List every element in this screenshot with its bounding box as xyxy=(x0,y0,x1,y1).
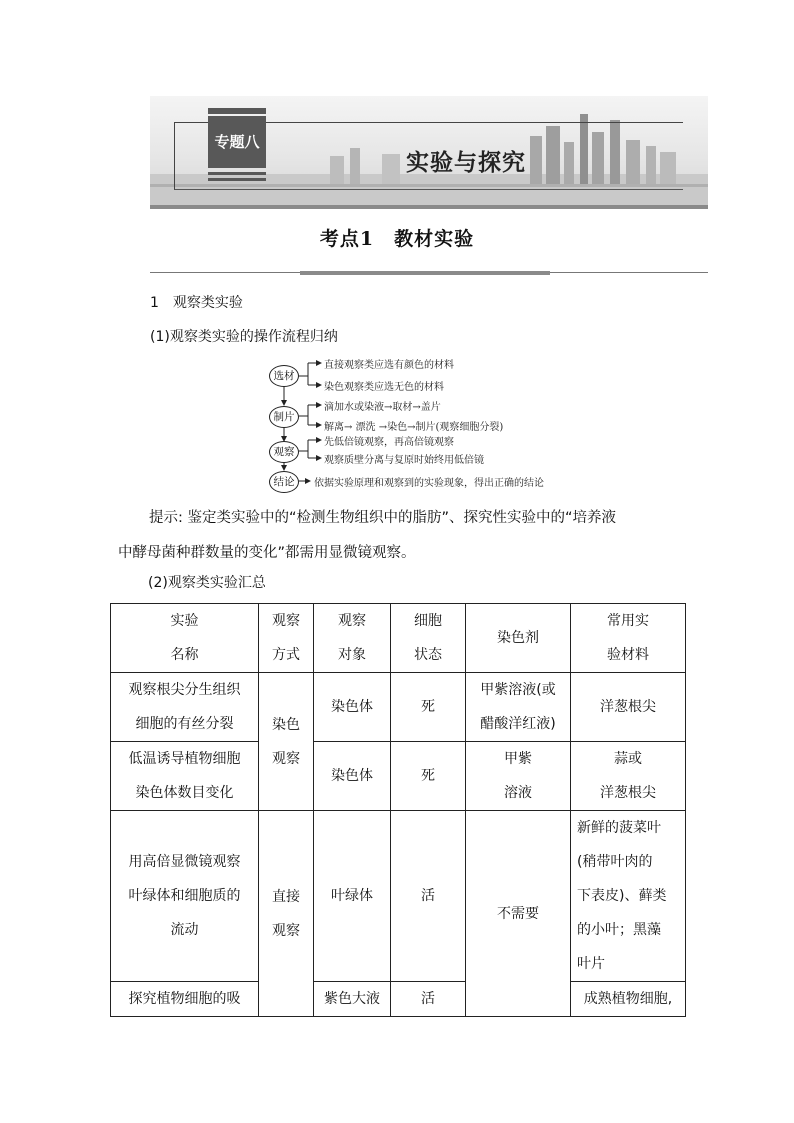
cell-method-stain: 染色 观察 xyxy=(259,673,314,811)
cell-stain: 甲紫 溶液 xyxy=(466,742,571,811)
cell-stain: 甲紫溶液(或 醋酸洋红液) xyxy=(466,673,571,742)
cell-name: 低温诱导植物细胞 染色体数目变化 xyxy=(111,742,259,811)
cell-name: 探究植物细胞的吸 xyxy=(111,982,259,1017)
cell-state: 死 xyxy=(391,673,466,742)
header-name: 实验 名称 xyxy=(111,604,259,673)
cell-state: 活 xyxy=(391,982,466,1017)
table-row xyxy=(111,811,686,982)
cell-object: 染色体 xyxy=(314,742,391,811)
cell-state: 活 xyxy=(391,811,466,982)
flow-item: 观察质壁分离与复原时始终用低倍镜 xyxy=(324,455,484,466)
table-header-row xyxy=(111,604,686,673)
cell-method-direct: 直接 观察 xyxy=(259,811,314,1017)
table-row xyxy=(111,982,686,1017)
cell-material: 成熟植物细胞, xyxy=(571,982,686,1017)
flow-item: 滴加水或染液→取材→盖片 xyxy=(324,402,441,413)
subheading-summary: (2)观察类实验汇总 xyxy=(148,575,266,591)
flow-item: 依据实验原理和观察到的实验现象，得出正确的结论 xyxy=(314,478,544,489)
flow-item: 直接观察类应选有颜色的材料 xyxy=(324,360,454,371)
cell-object: 紫色大液 xyxy=(314,982,391,1017)
cell-state: 死 xyxy=(391,742,466,811)
tag-bar-top-2 xyxy=(208,111,266,114)
chapter-banner xyxy=(150,96,708,208)
cell-object: 染色体 xyxy=(314,673,391,742)
flow-node-conclude: 结论 xyxy=(269,471,299,493)
banner-underline xyxy=(150,205,708,209)
header-stain: 染色剂 xyxy=(466,604,571,673)
section-title: 考点1 教材实验 xyxy=(319,228,475,250)
tip-line-1: 提示: 鉴定类实验中的“检测生物组织中的脂肪”、探究性实验中的“培养液 xyxy=(149,510,617,526)
heading-observation-experiments: 1 观察类实验 xyxy=(150,295,243,311)
table-row xyxy=(111,673,686,742)
table-row xyxy=(111,742,686,811)
cell-stain-none: 不需要 xyxy=(466,811,571,1017)
cell-material: 新鲜的菠菜叶 (稍带叶肉的 下表皮)、藓类 的小叶；黑藻 叶片 xyxy=(571,811,686,982)
flow-item: 染色观察类应选无色的材料 xyxy=(324,382,444,393)
flow-item: 解离→ 漂洗 →染色→制片(观察细胞分裂) xyxy=(324,422,504,433)
header-method: 观察 方式 xyxy=(259,604,314,673)
topic-tag: 专题八 xyxy=(208,116,266,168)
cell-material: 洋葱根尖 xyxy=(571,673,686,742)
header-material: 常用实 验材料 xyxy=(571,604,686,673)
cell-object: 叶绿体 xyxy=(314,811,391,982)
flow-node-prepare: 制片 xyxy=(269,406,299,428)
tip-line-2: 中酵母菌种群数量的变化”都需用显微镜观察。 xyxy=(118,545,416,561)
cell-material: 蒜或 洋葱根尖 xyxy=(571,742,686,811)
banner-title: 实验与探究 xyxy=(406,150,526,176)
tag-bar-bottom-2 xyxy=(208,178,266,181)
observation-experiments-table xyxy=(110,603,686,1017)
cell-name: 观察根尖分生组织 细胞的有丝分裂 xyxy=(111,673,259,742)
tag-bar-bottom xyxy=(208,172,266,175)
flowchart xyxy=(260,355,580,495)
header-object: 观察 对象 xyxy=(314,604,391,673)
subheading-flow: (1)观察类实验的操作流程归纳 xyxy=(150,329,338,345)
flow-node-select: 选材 xyxy=(269,365,299,387)
flow-node-observe: 观察 xyxy=(269,441,299,463)
flow-item: 先低倍镜观察，再高倍镜观察 xyxy=(324,437,454,448)
title-rule-accent xyxy=(300,271,550,275)
cell-name: 用高倍显微镜观察 叶绿体和细胞质的 流动 xyxy=(111,811,259,982)
header-state: 细胞 状态 xyxy=(391,604,466,673)
